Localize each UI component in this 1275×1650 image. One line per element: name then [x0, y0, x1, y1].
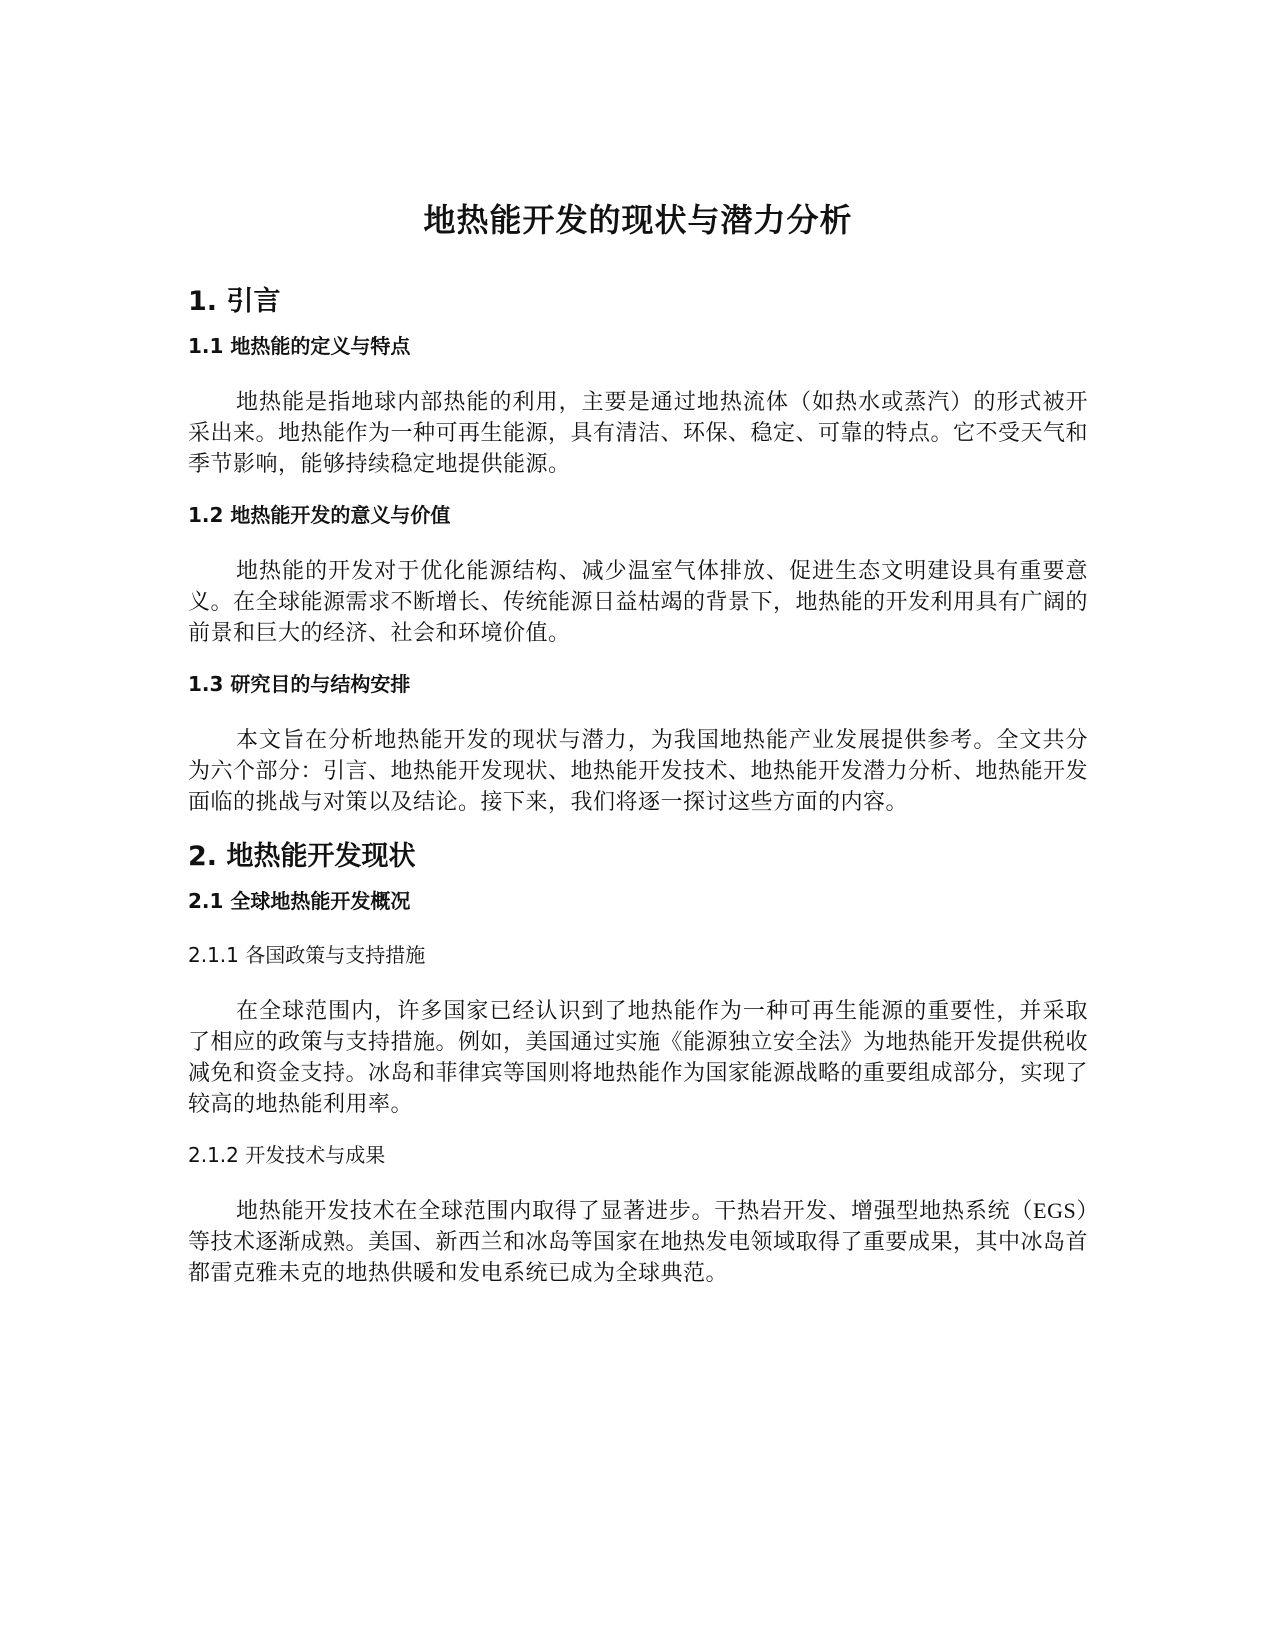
paragraph-1-2: 地热能的开发对于优化能源结构、减少温室气体排放、促进生态文明建设具有重要意义。在全球能源需求不断增长、传统能源日益枯竭的背景下，地热能的开发利用具有广阔的前景和巨大的经济、社会和环境价值。 — [188, 558, 1089, 645]
subsection-heading-1-1: 1.1 地热能的定义与特点 — [188, 334, 411, 358]
paragraph-2-1-2: 地热能开发技术在全球范围内取得了显著进步。干热岩开发、增强型地热系统（EGS）等技术逐渐成熟。美国、新西兰和冰岛等国家在地热发电领域取得了重要成果，其中冰岛首都雷克雅未克的地热供暖和发电系统已成为全球典范。 — [188, 1198, 1089, 1285]
paragraph-1-3: 本文旨在分析地热能开发的现状与潜力，为我国地热能产业发展提供参考。全文共分为六个部分：引言、地热能开发现状、地热能开发技术、地热能开发潜力分析、地热能开发面临的挑战与对策以及结论。接下来，我们将逐一探讨这些方面的内容。 — [188, 727, 1089, 814]
section-heading-introduction: 1. 引言 — [188, 286, 281, 317]
subsubsection-heading-2-1-1: 2.1.1 各国政策与支持措施 — [188, 943, 426, 967]
subsubsection-heading-2-1-2: 2.1.2 开发技术与成果 — [188, 1143, 386, 1167]
paragraph-1-1: 地热能是指地球内部热能的利用，主要是通过地热流体（如热水或蒸汽）的形式被开采出来。地热能作为一种可再生能源，具有清洁、环保、稳定、可靠的特点。它不受天气和季节影响，能够持续稳定地提供能源。 — [188, 389, 1089, 476]
section-heading-status: 2. 地热能开发现状 — [188, 841, 416, 872]
subsection-heading-2-1: 2.1 全球地热能开发概况 — [188, 889, 411, 913]
paragraph-2-1-1: 在全球范围内，许多国家已经认识到了地热能作为一种可再生能源的重要性，并采取了相应的政策与支持措施。例如，美国通过实施《能源独立安全法》为地热能开发提供税收减免和资金支持。冰岛和菲律宾等国则将地热能作为国家能源战略的重要组成部分，实现了较高的地热能利用率。 — [188, 998, 1089, 1116]
subsection-heading-1-3: 1.3 研究目的与结构安排 — [188, 672, 411, 696]
subsection-heading-1-2: 1.2 地热能开发的意义与价值 — [188, 503, 451, 527]
document-title: 地热能开发的现状与潜力分析 — [423, 201, 853, 239]
document-body — [188, 200, 1088, 1310]
